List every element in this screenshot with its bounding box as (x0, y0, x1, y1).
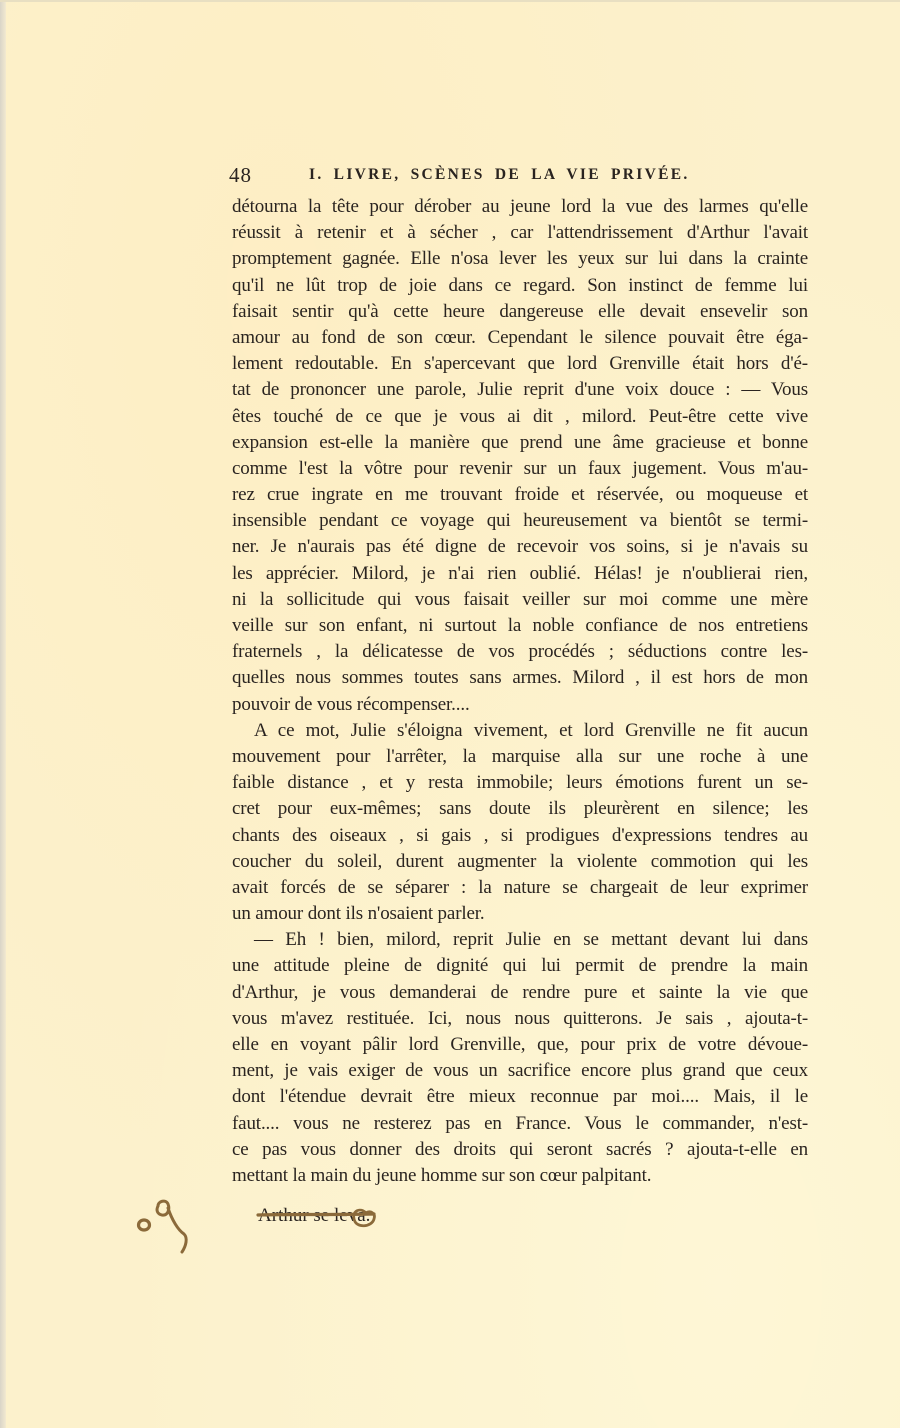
text-line: les apprécier. Milord, je n'ai rien oublié. Hélas! je n'oublierai rien, (232, 562, 808, 584)
text-line: lement redoutable. En s'apercevant que lord Grenville était hors d'é- (232, 353, 808, 375)
text-line: elle en voyant pâlir lord Grenville, que, pour prix de votre dévoue- (232, 1034, 808, 1055)
text-line: êtes touché de ce que je vous ai dit , milord. Peut-être cette vive (232, 405, 808, 427)
text-line: expansion est-elle la manière que prend une âme gracieuse et bonne (232, 431, 808, 453)
text-line: mouvement pour l'arrêter, la marquise alla sur une roche à une (232, 745, 808, 767)
handwritten-o (139, 1220, 150, 1230)
text-line: qu'il ne lût trop de joie dans ce regard. Son instinct de femme lui (232, 274, 808, 296)
text-line: ner. Je n'aurais pas été digne de recevoir vos soins, si je n'avais su (232, 536, 808, 558)
body-text (232, 194, 808, 1189)
struck-through-line: Arthur se leva. (258, 1205, 371, 1226)
text-line: détourna la tête pour dérober au jeune lord la vue des larmes qu'elle (232, 196, 808, 217)
text-line: cret pour eux-mêmes; sans doute ils pleurèrent en silence; les (232, 798, 808, 820)
running-head (229, 163, 809, 191)
text-line: un amour dont ils n'osaient parler. (232, 903, 485, 925)
text-line: mettant la main du jeune homme sur son cœur palpitant. (232, 1164, 652, 1186)
text-line: vous m'avez restituée. Ici, nous nous quitterons. Je sais , ajouta-t- (232, 1007, 808, 1029)
text-line: amour au fond de son cœur. Cependant le silence pouvait être éga- (232, 326, 808, 348)
text-line: faut.... vous ne resterez pas en France. Vous le commander, n'est- (232, 1112, 808, 1134)
text-line: A ce mot, Julie s'éloigna vivement, et lord Grenville ne fit aucun (254, 719, 808, 741)
text-line: quelles nous sommes toutes sans armes. Milord , il est hors de mon (232, 667, 808, 689)
text-line: coucher du soleil, durent augmenter la violente commotion qui les (232, 850, 808, 872)
text-line: faisait sentir qu'à cette heure dangereuse elle devait ensevelir son (232, 300, 808, 322)
text-line: veille sur son enfant, ni surtout la noble confiance de nos entretiens (232, 615, 808, 636)
text-line: ce pas vous donner des droits qui seront sacrés ? ajouta-t-elle en (232, 1138, 808, 1160)
page-number: 48 (229, 163, 252, 187)
handwritten-9 (157, 1201, 186, 1252)
text-line: ni la sollicitude qui vous faisait veiller sur moi comme une mère (232, 588, 808, 610)
text-line: fraternels , la délicatesse de vos procédés ; séductions contre les- (232, 641, 808, 663)
text-line: avait forcés de se séparer : la nature se chargeait de leur exprimer (232, 876, 808, 898)
page-top-edge (0, 0, 900, 2)
strike-stroke (258, 1214, 374, 1215)
text-line: faible distance , et y resta immobile; leurs émotions furent un se- (232, 772, 808, 794)
text-line: tat de prononcer une parole, Julie reprit d'une voix douce : — Vous (232, 379, 808, 401)
text-line: chants des oiseaux , si gais , si prodigues d'expressions tendres au (232, 824, 808, 846)
strikethrough-ink-mark (256, 1205, 396, 1235)
text-line: rez crue ingrate en me trouvant froide et réservée, ou moqueuse et (232, 484, 808, 506)
text-line: — Eh ! bien, milord, reprit Julie en se mettant devant lui dans (254, 929, 808, 951)
text-line: dont l'étendue devrait être mieux reconnue par moi.... Mais, il le (232, 1086, 808, 1108)
deletion-loop (354, 1210, 375, 1226)
handwritten-margin-note (134, 1198, 204, 1258)
running-title: I. LIVRE, SCÈNES DE LA VIE PRIVÉE. (309, 166, 690, 183)
text-line: d'Arthur, je vous demanderai de rendre pure et sainte la vie que (232, 981, 808, 1003)
text-line: promptement gagnée. Elle n'osa lever les yeux sur lui dans la crainte (232, 248, 808, 270)
text-line: pouvoir de vous récompenser.... (232, 693, 470, 715)
text-line: comme l'est la vôtre pour revenir sur un faux jugement. Vous m'au- (232, 457, 808, 479)
text-line: insensible pendant ce voyage qui heureusement va bientôt se termi- (232, 510, 808, 532)
text-line: une attitude pleine de dignité qui lui permit de prendre la main (232, 955, 808, 977)
text-line: réussit à retenir et à sécher , car l'attendrissement d'Arthur l'avait (232, 222, 808, 244)
text-line: ment, je vais exiger de vous un sacrifice encore plus grand que ceux (232, 1060, 808, 1082)
